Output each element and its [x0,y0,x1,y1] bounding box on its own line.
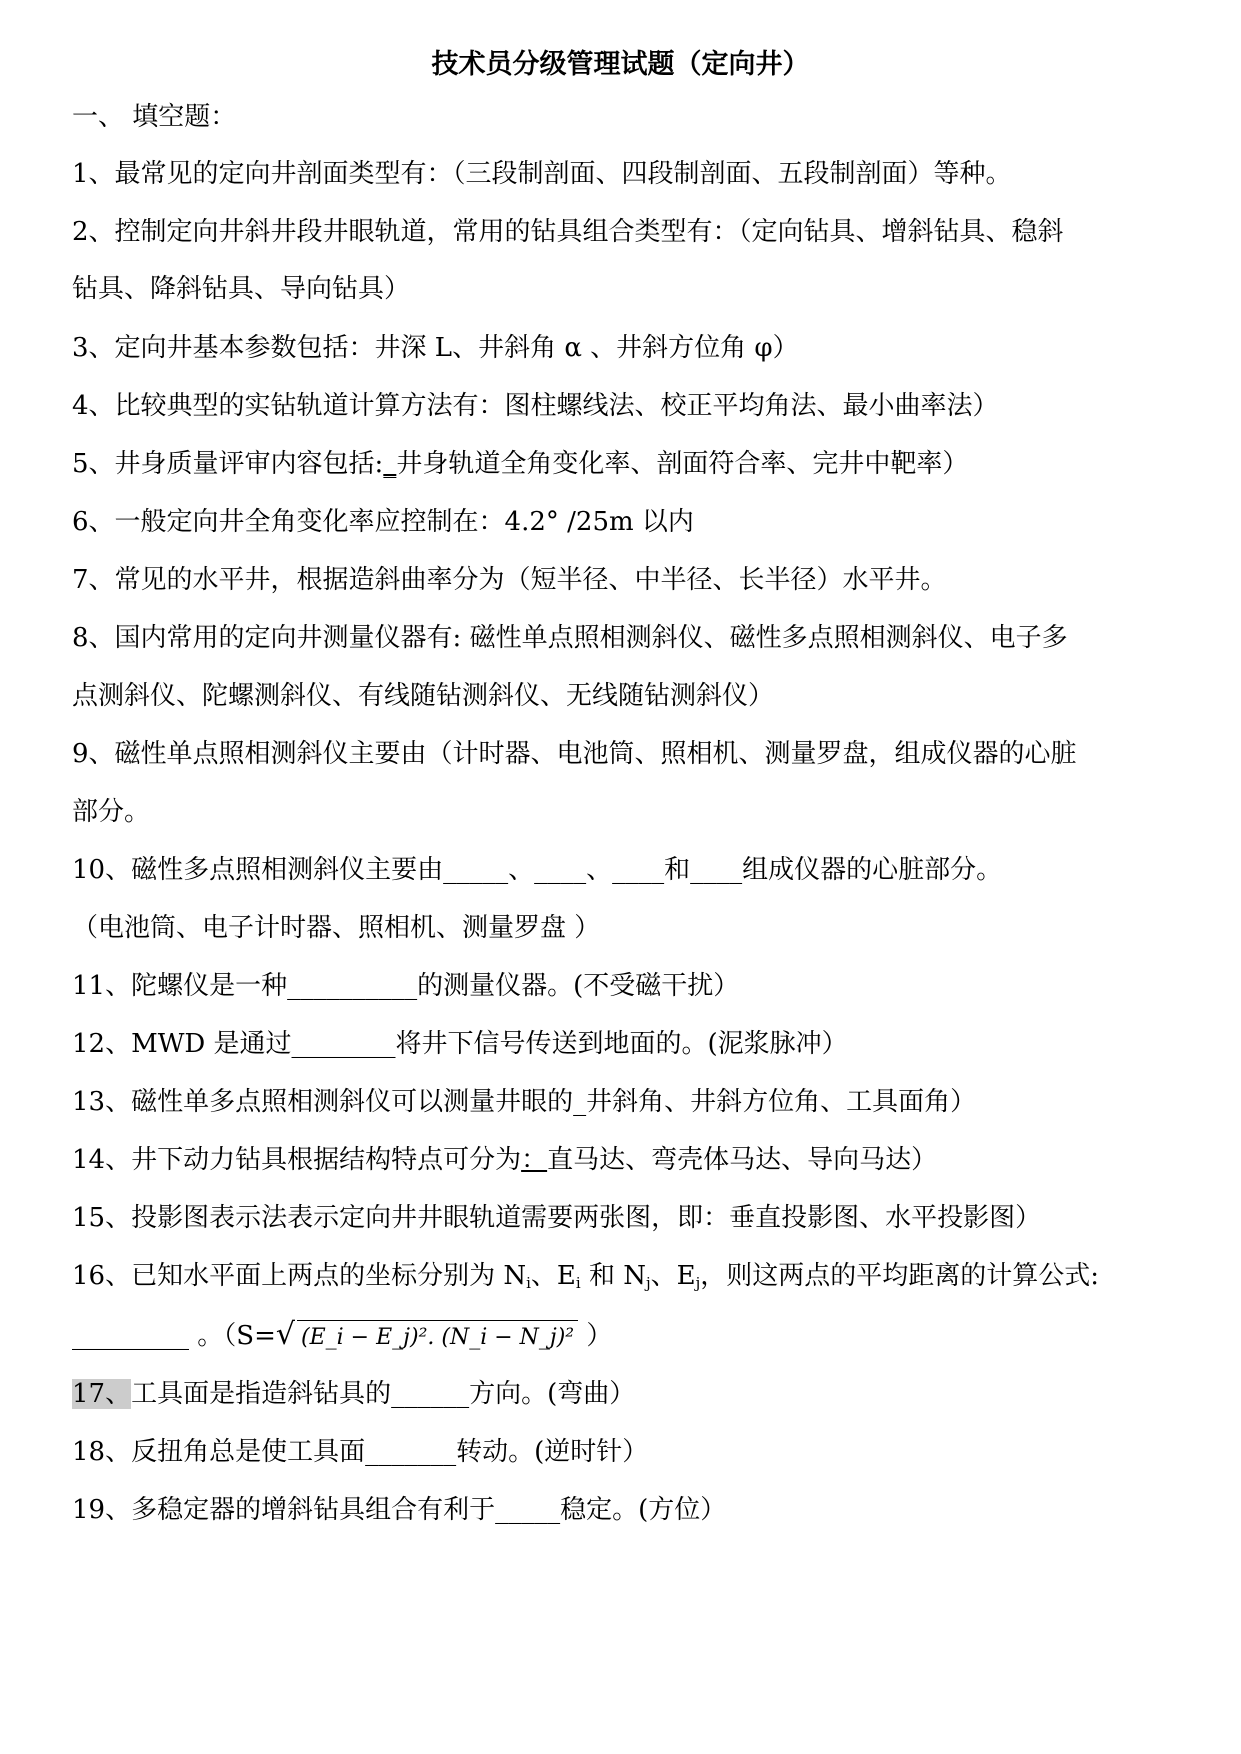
question-17 [72,1377,635,1411]
question-16-text-c: 和 N [580,1261,646,1291]
question-14 [72,1143,937,1177]
question-17-text: 工具面是指造斜钻具的______方向。(弯曲） [131,1379,636,1409]
distance-formula: (E_i − E_j)². (N_i − N_j)² [297,1320,578,1355]
question-16-line-1 [72,1259,1099,1300]
question-5-blank: _ [383,449,397,479]
question-5-prefix: 5、井身质量评审内容包括: [72,449,384,479]
question-2-line-2: 钻具、降斜钻具、导向钻具） [72,274,411,304]
question-12: 12、MWD 是通过________将井下信号传送到地面的。(泥浆脉冲） [72,1029,848,1059]
question-17-number-highlight: 17、 [72,1379,132,1409]
question-10-line-2: （电池筒、电子计时器、照相机、测量罗盘 ） [72,913,601,943]
question-5-answer: 井身轨道全角变化率、剖面符合率、完井中靶率） [396,449,969,479]
question-16-answer-prefix: _________ 。（S= [72,1321,276,1351]
question-8-line-1: 8、国内常用的定向井测量仪器有: 磁性单点照相测斜仪、磁性多点照相测斜仪、电子多 [72,623,1068,653]
question-16-text-e: ，则这两点的平均距离的计算公式: [700,1261,1100,1291]
question-14-answer: 直马达、弯壳体马达、导向马达） [547,1145,938,1175]
question-15: 15、投影图表示法表示定向井井眼轨道需要两张图，即：垂直投影图、水平投影图） [72,1203,1042,1233]
question-7: 7、常见的水平井，根据造斜曲率分为（短半径、中半径、长半径）水平井。 [72,565,947,595]
question-2-line-1: 2、控制定向井斜井段井眼轨道，常用的钻具组合类型有：（定向钻具、增斜钻具、稳斜 [72,217,1064,247]
question-5 [72,447,968,481]
question-16-answer-suffix: ） [578,1321,613,1351]
subscript-j: j [695,1274,701,1292]
question-6: 6、一般定向井全角变化率应控制在：4.2° /25m 以内 [72,507,694,537]
question-4: 4、比较典型的实钻轨道计算方法有：图柱螺线法、校正平均角法、最小曲率法） [72,391,999,421]
question-14-prefix: 14、井下动力钻具根据结构特点可分为 [72,1145,522,1175]
question-9-line-1: 9、磁性单点照相测斜仪主要由（计时器、电池筒、照相机、测量罗盘，组成仪器的心脏 [72,739,1077,769]
question-18: 18、反扭角总是使工具面_______转动。(逆时针） [72,1437,649,1467]
question-14-colon: ： [521,1145,548,1175]
question-13: 13、磁性单多点照相测斜仪可以测量井眼的_井斜角、井斜方位角、工具面角） [72,1087,977,1117]
page-title: 技术员分级管理试题（定向井） [431,49,810,80]
sqrt-symbol: √ [275,1317,295,1352]
question-11: 11、陀螺仪是一种__________的测量仪器。(不受磁干扰） [72,971,740,1001]
question-16-text-a: 16、已知水平面上两点的坐标分别为 N [72,1261,527,1291]
question-10-line-1: 10、磁性多点照相测斜仪主要由_____、____、____和____组成仪器的心脏部分。 [72,855,1003,885]
subscript-i: i [575,1274,581,1292]
subscript-j: j [646,1274,651,1292]
question-16-text-d: 、E [650,1261,696,1291]
question-16-text-b: 、E [530,1261,576,1291]
question-8-line-2: 点测斜仪、陀螺测斜仪、有线随钻测斜仪、无线随钻测斜仪） [72,681,775,711]
subscript-i: i [526,1274,531,1292]
question-16-line-2 [72,1318,612,1355]
question-3: 3、定向井基本参数包括：井深 L、井斜角 α 、井斜方位角 φ） [72,333,799,363]
question-1: 1、最常见的定向井剖面类型有：（三段制剖面、四段制剖面、五段制剖面）等种。 [72,159,1012,189]
question-19: 19、多稳定器的增斜钻具组合有利于_____稳定。(方位） [72,1495,727,1525]
section-heading: 一、 填空题： [72,102,237,132]
question-9-line-2: 部分。 [72,797,151,827]
